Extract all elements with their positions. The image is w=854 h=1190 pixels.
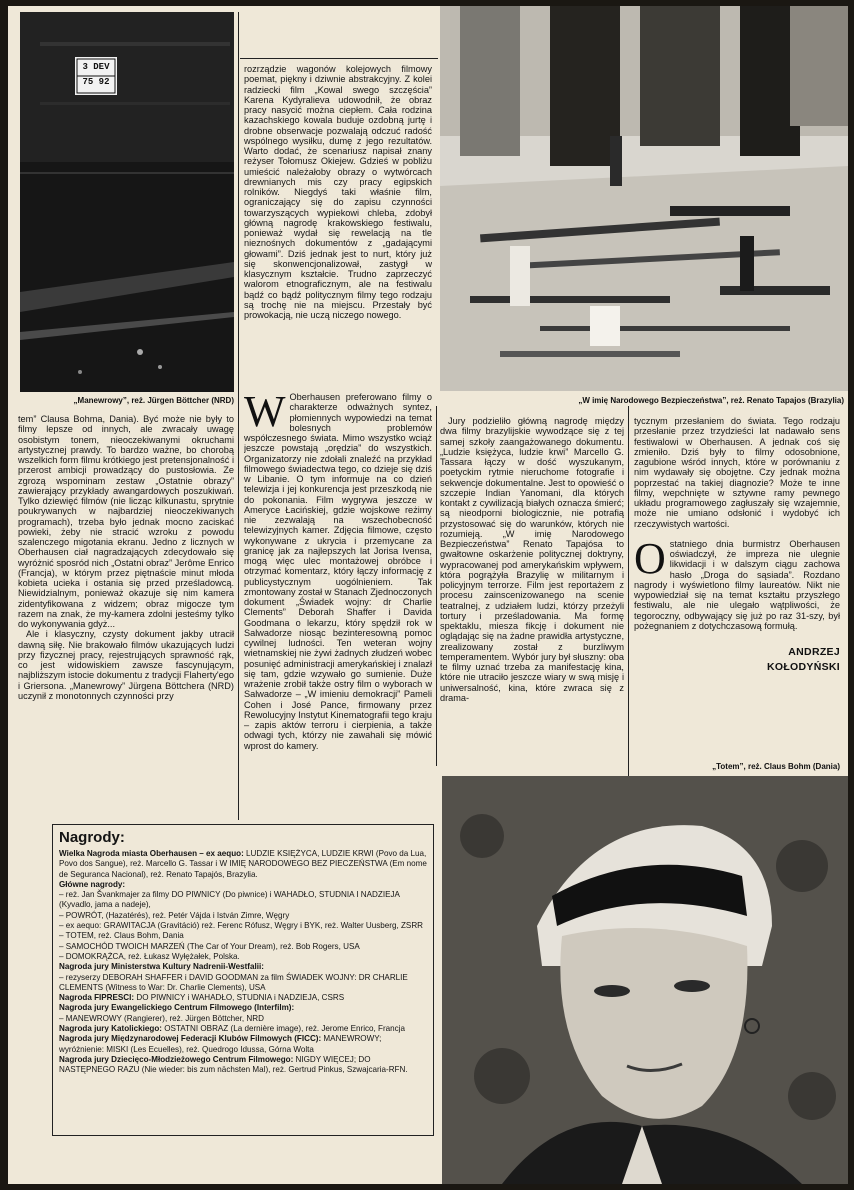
award-line (59, 962, 427, 972)
award-category: Nagroda jury Katolickiego: (59, 1024, 162, 1034)
photo-train-stamp (78, 61, 114, 89)
award-line (59, 921, 427, 931)
caption-photo2: „W imię Narodowego Bezpieczeństwa”, reż. Renato Tapajos (Brazylia) (578, 396, 844, 405)
award-category: Nagroda jury Ministerstwa Kultury Nadrenii-Westfalii: (59, 962, 264, 972)
award-text: – TOTEM, reż. Claus Bohm, Dania (59, 931, 184, 941)
column-rule-1 (238, 12, 239, 820)
award-text: – POWRÓT, (Hazatérés), reż. Petér Vájda i István Zimre, Węgry (59, 910, 290, 920)
award-text: – rezyserzy DEBORAH SHAFFER i DAVID GOODMAN za film ŚWIADEK WOJNY: DR CHARLIE CLEMENTS (Witness to War: Dr. Charlie Clements), USA (59, 972, 408, 992)
award-text: OSTATNI OBRAZ (La dernière image), reż. Jerome Enrico, Francja (162, 1024, 406, 1034)
author-last-name: KOŁODYŃSKI (766, 661, 840, 673)
column-rule-3 (628, 406, 629, 776)
article-column-4 (634, 416, 840, 776)
award-text: LUDZIE KSIĘŻYCA, LUDZIE KRWI (Povo da Lua, Povo dos Sangue), reż. Marcello G. Tassar i W IMIĘ NARODOWEGO BEZ PIECZEŃSTWA (Em nome de Seguranca Nacional), reż. Renato Tapajós, Brazylia. (59, 849, 427, 879)
award-text: – reż. Jan Švankmajer za filmy DO PIWNICY (Do piwnice) i WAHADŁO, STUDNIA I NADZIEJA (Kyvadlo, jama a nadeje), (59, 890, 400, 910)
award-text: – DOMOKRĄŻCA, reż. Łukasz Wyłężałek, Polska. (59, 951, 240, 961)
author-first-name: ANDRZEJ (788, 646, 840, 658)
award-line (59, 931, 427, 941)
photo-portrait-image (442, 776, 848, 1184)
award-category: Wielka Nagroda miasta Oberhausen – ex aequo: (59, 849, 244, 858)
award-category: Nagroda jury Międzynarodowej Federacji Klubów Filmowych (FICC): (59, 1034, 322, 1044)
top-rule (240, 58, 438, 59)
col4-paragraph-1: tycznym przesłaniem do świata. Tego rodzaju przesłanie przez trzydzieści lat nadawało sens festiwalowi w Oberhausen. A jednak coś się zmieniło. Dziś były to filmy odosobnione, zagubione wśród innych, które w porównaniu z nim wydawały się obojętne. Czy jednak można poprzestać na takiej diagnozie? Może te inne filmy, wepchnięte w sztywne ramy pewnego układu programowego zagłuszały się wzajemnie, może nie umiano odsłonić i wydobyć ich rzeczywistych wartości. (634, 416, 840, 529)
award-line (59, 1055, 427, 1076)
award-line (59, 849, 427, 880)
award-text: – MANEWROWY (Rangierer), reż. Jürgen Böttcher, NRD (59, 1013, 264, 1023)
award-text: MANEWROWY; wyróżnienie: MISKI (Les Ecuelles), reż. Quedrogo Idussa, Górna Wolta (59, 1034, 382, 1054)
award-category: Główne nagrody: (59, 879, 126, 889)
author-name (634, 645, 840, 675)
col1-paragraph-1: tem” Clausa Bohma, Dania). Być może nie były to filmy lepsze od innych, ale zwracały uwagę osobistym tonem, nieoczekiwanymi okruchami artystycznej prawdy. To bardzo ważne, bo chorobą wszelkich form filmu krótkiego jest pretensjonalność i przerost ambicji prowadzący do pustosłowia. Ze zgrozą wspominam zestaw „Ostatnie obrazy” zawierający przykłady awangardowych poszukiwań. Tylko dziewięć filmów (nie licząc kilkunastu, sprytnie poukrywanych w najbardziej nieoczekiwanych programach), trzeba było jednak mocno zaciskać powieki, żeby nie stracić wzroku z powodu szalenczego migotania ekranu. Jedno z licznych w Oberhausen ciał nagradzających zdecydowało się wyróżnić sposród nich „Ostatni obraz” Jerôme Enrico (Francja), w którym przez piętnaście minut młoda kobieta ucieka i ostania się przed prześladowcą. Niewidzialnym, ponieważ okazuje się nim kamera zidentyfikowana z widzem; obraz migocze tym razem na znak, że my-kamera zdolni jesteśmy tylko do wykonywania gdyż... (18, 414, 234, 629)
awards-box (52, 824, 434, 1136)
award-line (59, 1034, 427, 1055)
award-line (59, 890, 427, 911)
award-line (59, 1024, 427, 1034)
award-text: – SAMOCHÓD TWOICH MARZEŃ (The Car of Your Dream), reż. Bob Rogers, USA (59, 941, 360, 951)
award-category: Nagroda jury Dziecięco-Młodzieżowego Centrum Filmowego: (59, 1054, 294, 1064)
caption-photo1: „Manewrowy”, reż. Jürgen Böttcher (NRD) (73, 396, 234, 405)
award-line (59, 952, 427, 962)
awards-list (59, 849, 427, 1076)
award-line (59, 1014, 427, 1024)
award-line (59, 1003, 427, 1013)
stamp-line-1: 3 DEV (82, 62, 110, 72)
award-text: DO PIWNICY i WAHADŁO, STUDNIA i NADZIEJA, CSRS (134, 993, 345, 1003)
award-line (59, 993, 427, 1003)
award-line (59, 973, 427, 994)
award-line (59, 880, 427, 890)
col2b-paragraph-1: Oberhausen preferowano filmy o charakterze odważnych syntez, płomiennych wypowiedzi na temat bolesnych problemów współczesnego świata. Mimo wszystko wciąż jeszcze powstają „orędzia” do wszystkich. Organizatorzy nie zdołali znaleźć na przykład filmowego świadectwa tego, co dzieje się dziś w Libanie. O tym informuje na co dzień telewizja i jej konkurencja jest przeszkodą nie do pokonania. Film wygrywa jeszcze w Ameryce Łacińskiej, gdzie wojskowe reżimy nie zezwalają na wszechobecność telewizyjnych kamer. Zdjęcia filmowe, często wykonywane z ukrycia i przemycane za granicę jak za najlepszych lat Jorisa Ivensa, mogą więc ulec montażowej obróbce i otrzymać komentarz, który łączy informację z publicystycznym uogólnieniem. Tak zmontowany został w Stanach Zjednoczonych dokument „Świadek wojny: dr Charlie Clements” Deborah Shaffer i Davida Goodmana o lekarzu, który spędził rok w Salwadorze niosąc bezinteresowną pomoc cywilnej ludności. Ten weteran wojny wietnamskiej nie żywi żadnych złudzeń wobec posunięć administracji amerykańskiej i znalazł się tam, gdzie wzywało go sumienie. Duże wrażenie zrobił także ostry film o wyborach w Salwadorze – „W imieniu demokracji” Pameli Cohen i José Pance, firmowany przez Rewolucyjny Instytut Kinematografii tego kraju – zapis aktów terroru i cierpienia, a także odwagi tych, którzy nie zawahali się mówić wprost do kamery. (244, 392, 432, 751)
awards-title: Nagrody: (59, 829, 125, 846)
col3-paragraph-1: Jury podzieliło główną nagrodę między dwa filmy brazylijskie wywodzące się z tej samej szkoły zaangażowanego dokumentu. „Ludzie księżyca, ludzie krwi” Marcello G. Tassara łączy w dość wyszukanym, poetyckim rytmie nieruchome fotografie i sekwencje dokumentalne. Jest to opowieść o szczepie Indian Yanomani, dla których kontakt z cywilizacją białych oznacza śmierć; są nieodporni biologicznie, nie potrafią przystosować się do warunków, których nie rozumieją. „W imię Narodowego Bezpieczeństwa” Renato Tapajósa to gwałtowne oskarżenie politycznej doktryny, wypracowanej pod amerykańskim wpływem, która pogrążyła Brazylię w militarnym i policyjnym terrorze. Film jest reportażem z procesu zainscenizowanego na scenie teatralnej, z udziałem ludzi, którzy przeżyli tortury i prześladowania. Ma formę spektaklu, miesza fikcję i dokument nie oglądając się na żadne prawidła artystyczne, zrealizowany został z burzliwym temperamentem. Wybór jury był słuszny: oba te filmy uznać trzeba za manifestację kina, które nie utraciło jeszcze wiary w swą misję i uniwersalność, kina, które zwraca się z drama- (440, 416, 624, 703)
stamp-line-2: 75 92 (82, 77, 110, 87)
caption-photo3: „Totem”, reż. Claus Bohm (Dania) (712, 762, 840, 771)
col4-paragraph-2: statniego dnia burmistrz Oberhausen oświadczył, że impreza nie ulegnie likwidacji i w dalszym ciągu zachowa hasło „Droga do sąsiada”. Rozdano nagrody i wyświetlono filmy laureatów. Nikt nie wypowiedział się na temat kształtu przyszłego festiwalu, ale nie ulegało wątpliwości, że tegoroczny, odbywający się już po raz 31-szy, był pożegnaniem z dotychczasową formułą. (634, 538, 840, 631)
article-column-2b (244, 392, 432, 836)
photo-portrait (442, 776, 848, 1184)
col2a-paragraph-1: rozrządzie wagonów kolejowych filmowy poemat, piękny i dziwnie abstrakcyjny. Z kolei radziecki film „Kowal swego szczęścia” Karena Kydyralieva udowodnił, że obraz pracy nasycić można ciepłem. Cała rodzina kazachskiego kowala buduje ozdobną jurtę i drobne obserwacje pozwalają odczuć radość wspólnego wysiłku, dumę z jego rezultatów. Warto dodać, że scenariusz napisał znany reżyser Tołomusz Okiejew. Gdzieś w pobliżu umieścić należałoby obrazy o wytwórcach drewnianych mis czy pracy egipskich rolników. Niegdyś taki właśnie film, ograniczający się do zapisu czynności towarzyszących wypiekowi chleba, zdobył główną nagrodę krakowskiego festiwalu, ponieważ wydał się rewelacją na tle nieznośnych dokumentów z „gadającymi głowami”. Dziś jednak jest to nurt, który już się skonwencjonalizował, zastygł w klasycznym kształcie. Trudno zaprzeczyć walorom etnograficznym, ale na festiwalu bądź co bądź politycznym filmy tego rodzaju są trochę nie na miejscu. Przestały być prowokacją, nie uczą niczego nowego. (244, 64, 432, 320)
magazine-page (8, 6, 848, 1184)
award-line (59, 942, 427, 952)
photo-workshop-image (440, 6, 848, 391)
award-line (59, 911, 427, 921)
article-column-1 (18, 414, 234, 818)
award-text: NIGDY WIĘCEJ; DO NASTĘPNEGO RAZU (Nie wieder: bis zum nächsten Mal), reż. Gertrud Pinkus, Szwajcaria-RFN. (59, 1054, 408, 1075)
article-column-2a (244, 64, 432, 390)
photo-train (20, 12, 234, 392)
photo-train-image (20, 12, 234, 392)
col1-paragraph-2: Ale i klasyczny, czysty dokument jakby utracił dawną siłę. Nie brakowało filmów ukazujących ludzi przy fizycznej pracy, rejestrujących sprawność rąk, co jest widowiskiem zawsze fascynującym, najbliższym istocie dokumentu z tradycji Flaherty'ego i Griersona. „Manewrowy” Jürgena Böttchera (NRD) uczynił z monotonnych czynności przy (18, 629, 234, 701)
dropcap-o: O (634, 533, 666, 583)
column-rule-2 (436, 406, 437, 766)
photo-workshop (440, 6, 848, 391)
award-category: Nagroda FIPRESCI: (59, 993, 135, 1003)
article-column-3 (440, 416, 624, 776)
dropcap-w: W (244, 392, 286, 436)
award-category: Nagroda jury Ewangelickiego Centrum Filmowego (Interfilm): (59, 1003, 295, 1013)
award-text: – ex aequo: GRAWITACJA (Gravitáció) reż. Ferenc Rófusz, Węgry i BYK, reż. Walter Uusberg, ZSRR (59, 921, 424, 931)
